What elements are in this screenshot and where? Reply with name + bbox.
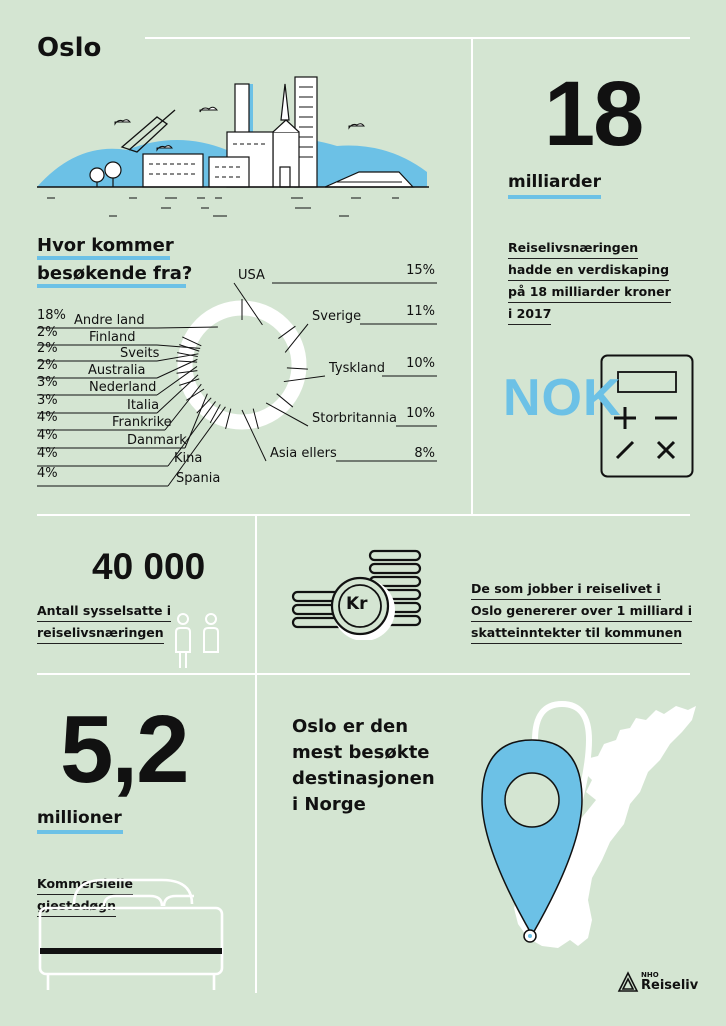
category-label: Tyskland	[329, 361, 385, 376]
category-label: Asia ellers	[270, 446, 337, 461]
value-added-desc-line: Reiselivsnæringen	[508, 237, 638, 259]
value-label: 10%	[406, 406, 435, 421]
employment-description	[37, 600, 171, 644]
category-label: Frankrike	[112, 415, 172, 430]
category-label: Australia	[88, 363, 146, 378]
value-label: 3%	[37, 393, 58, 408]
chart-title: Hvor kommer besøkende fra?	[37, 235, 193, 284]
employment-desc-line: reiselivsnæringen	[37, 622, 164, 644]
tax-description	[471, 578, 692, 644]
value-label: 2%	[37, 341, 58, 356]
value-label: 4%	[37, 446, 58, 461]
value-label: 10%	[406, 356, 435, 371]
category-label: Sverige	[312, 309, 362, 324]
currency-label: NOK	[503, 369, 622, 427]
category-label: Spania	[176, 471, 221, 486]
destination-line: i Norge	[292, 794, 366, 815]
value-added-desc-line: på 18 milliarder kroner	[508, 281, 671, 303]
city-title: Oslo	[37, 33, 102, 63]
value-label: 4%	[37, 410, 58, 425]
nights-desc-line: gjestedøgn	[37, 895, 116, 917]
nights-unit-underline	[37, 830, 123, 834]
value-label: 4%	[37, 428, 58, 443]
category-label: Kina	[174, 451, 203, 466]
category-label: Andre land	[74, 313, 145, 328]
nho-logo-icon	[617, 971, 639, 995]
category-label: Nederland	[89, 380, 157, 395]
employment-number: 40 000	[92, 546, 206, 587]
value-label: 4%	[37, 466, 58, 481]
logo-name: Reiseliv	[641, 978, 699, 993]
destination-line: mest besøkte	[292, 742, 430, 763]
divider-vertical-bottom	[255, 673, 257, 993]
value-label: 8%	[414, 446, 435, 461]
value-label: 18%	[37, 308, 66, 323]
norway-map-pin	[460, 700, 700, 980]
people-icon	[170, 612, 224, 670]
destination-line: destinasjonen	[292, 768, 435, 789]
tax-desc-line: skatteinntekter til kommunen	[471, 622, 682, 644]
tax-desc-line: Oslo genererer over 1 milliard i	[471, 600, 692, 622]
value-label: 3%	[37, 375, 58, 390]
divider-vertical-middle	[255, 514, 257, 674]
value-added-unit: milliarder	[508, 172, 601, 192]
value-label: 11%	[406, 304, 435, 319]
destination-text	[292, 714, 435, 818]
employment-desc-line: Antall sysselsatte i	[37, 600, 171, 622]
category-label: Storbritannia	[312, 411, 397, 426]
coin-label: Kr	[346, 594, 368, 614]
value-label: 2%	[37, 358, 58, 373]
logo-small-text: NHO	[641, 971, 659, 979]
divider-middle-2	[37, 673, 690, 675]
category-label: USA	[238, 268, 265, 283]
value-label: 2%	[37, 325, 58, 340]
value-label: 15%	[406, 263, 435, 278]
category-label: Sveits	[120, 346, 160, 361]
nights-number: 5,2	[60, 696, 188, 803]
category-label: Danmark	[127, 433, 187, 448]
destination-line: Oslo er den	[292, 716, 409, 737]
nights-unit: millioner	[37, 808, 122, 828]
nights-desc-line: Kommersielle	[37, 873, 133, 895]
category-label: Finland	[89, 330, 136, 345]
value-added-number: 18	[544, 63, 643, 165]
category-label: Italia	[127, 398, 160, 413]
bed-icon	[34, 876, 230, 994]
value-added-desc-line: hadde en verdiskaping	[508, 259, 669, 281]
tax-desc-line: De som jobber i reiselivet i	[471, 578, 661, 600]
value-added-desc-line: i 2017	[508, 303, 551, 325]
